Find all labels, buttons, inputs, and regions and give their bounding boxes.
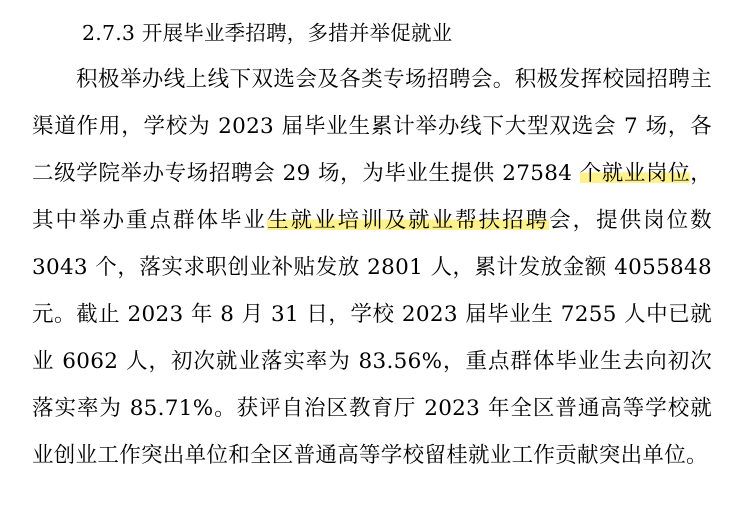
paragraph-segment-3: ，其中举办重点群体毕业	[32, 161, 712, 233]
paragraph-segment-1: 积极举办线上线下双选会及各类专场招聘会。积极发挥校园招聘主渠道作用，学校为 2023 届毕业生累计举办线下大型双选会 7 场，各二级学院举办专场招聘会 29 场，为毕业生提供 27584	[32, 67, 712, 186]
paragraph-segment-4-highlighted: 生就业培训及就业帮扶招聘	[267, 208, 550, 233]
paragraph-segment-2-highlighted: 个就业岗位	[579, 161, 691, 186]
section-paragraph	[28, 56, 718, 479]
section-heading: 2.7.3 开展毕业季招聘，多措并举促就业	[82, 21, 453, 45]
paragraph-segment-5: 会，提供岗位数 3043 个，落实求职创业补贴发放 2801 人，累计发放金额 4055848 元。截止 2023 年 8 月 31 日，学校 2023 届毕业生 7255 人中已就业 6062 人，初次就业落实率为 83.56%，重点群体毕业生去向初次落实率为 85.71%。获评自治区教育厅 2023 年全区普通高等学校就业创业工作突出单位和全区普通高等学校留桂就业工作贡献突出单位。	[32, 208, 712, 468]
